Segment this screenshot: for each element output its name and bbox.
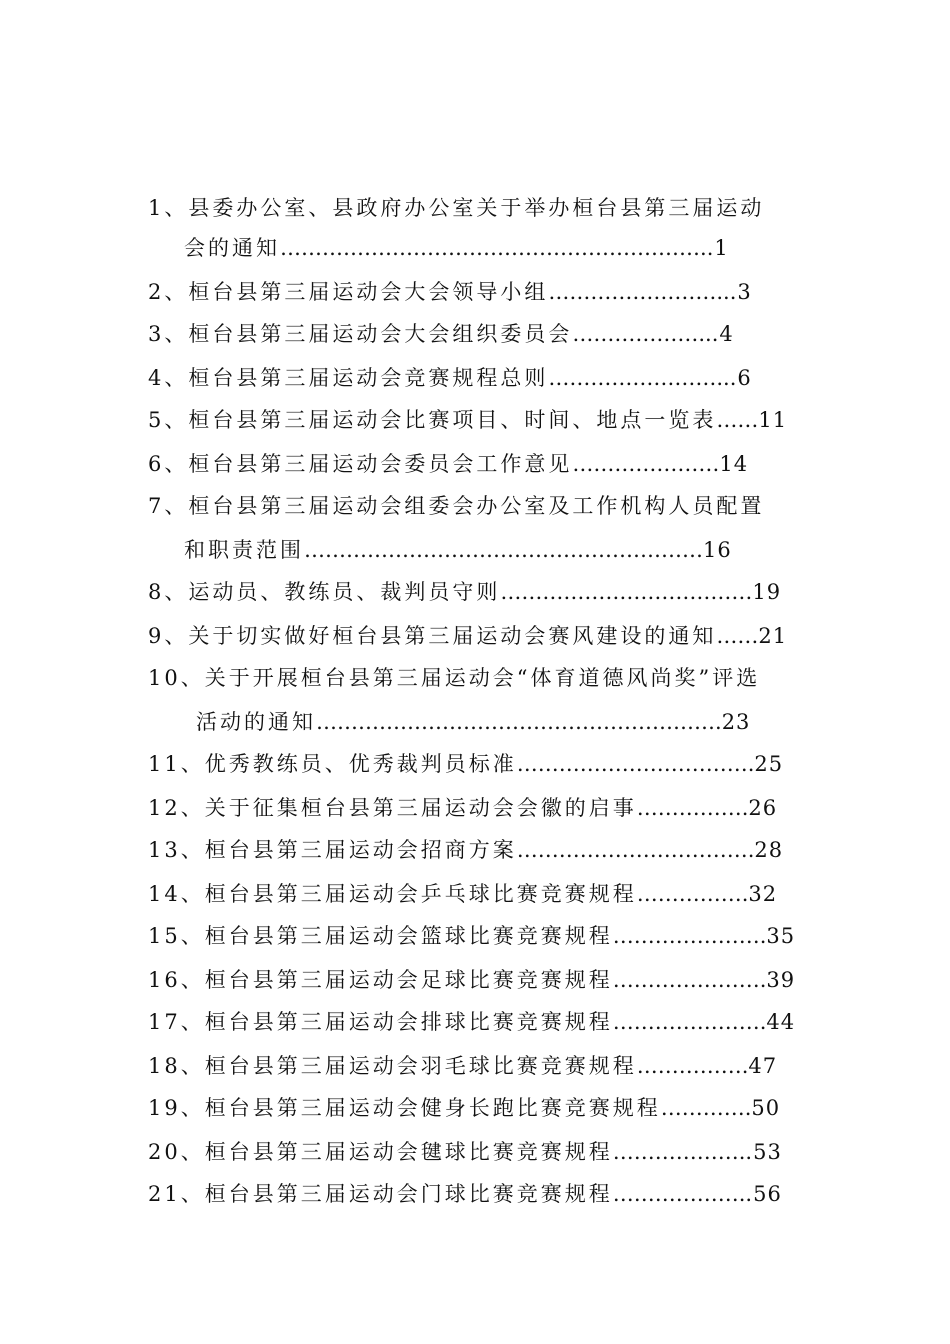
toc-page-number: 23 (721, 710, 751, 734)
toc-page-number: 14 (719, 452, 749, 476)
toc-page-number: .1 (706, 236, 729, 260)
toc-leader-dots: ……………. (636, 882, 749, 906)
toc-entry-number: 15、 (148, 924, 205, 948)
toc-leader-dots: …………………. (612, 1010, 767, 1034)
toc-leader-dots: ……………………………… (500, 580, 753, 604)
toc-leader-dots: ………………… (572, 452, 720, 476)
toc-entry-number: 5、 (148, 408, 189, 432)
toc-leader-dots: …………………………………………………. (316, 710, 722, 734)
toc-entry-title: 桓台县第三届运动会毽球比赛竞赛规程 (204, 1140, 613, 1164)
toc-entry-number: 2、 (148, 280, 189, 304)
toc-entry-title: 桓台县第三届运动会乒乓球比赛竞赛规程 (204, 882, 637, 906)
toc-leader-dots: …………………….. (548, 280, 730, 304)
toc-entry-number: 7、 (148, 494, 189, 518)
toc-entry-number: 11、 (148, 752, 205, 776)
toc-entry-title: 关于切实做好桓台县第三届运动会赛风建设的通知 (188, 624, 717, 648)
toc-page-number: 47 (748, 1054, 778, 1078)
toc-entry-title: 桓台县第三届运动会比赛项目、时间、地点一览表 (188, 408, 717, 432)
toc-entry-14[interactable] (148, 874, 777, 914)
toc-page-number: 11 (758, 408, 788, 432)
toc-page-number: .3 (729, 280, 752, 304)
toc-page-number: 44 (766, 1010, 796, 1034)
toc-entry-7-line2[interactable] (184, 530, 732, 570)
toc-entry-8[interactable] (148, 572, 781, 612)
toc-leader-dots: …………………….. (548, 366, 730, 390)
toc-leader-dots: ………………. (612, 1182, 746, 1206)
toc-entry-number: 14、 (148, 882, 205, 906)
toc-entry-title: 县委办公室、县政府办公室关于举办桓台县第三届运动 (188, 196, 765, 220)
toc-entry-5[interactable] (148, 400, 787, 440)
toc-page-number: .4 (711, 322, 734, 346)
toc-page-number: 35 (766, 924, 796, 948)
toc-entry-title: 桓台县第三届运动会大会领导小组 (188, 280, 549, 304)
toc-entry-number: 9、 (148, 624, 189, 648)
toc-page-number: 50 (751, 1096, 781, 1120)
toc-entry-18[interactable] (148, 1046, 777, 1086)
toc-leader-dots: ……………. (636, 796, 749, 820)
toc-page-number: 26 (748, 796, 778, 820)
toc-entry-number: 20、 (148, 1140, 205, 1164)
toc-entry-title: 关于征集桓台县第三届运动会会徽的启事 (204, 796, 637, 820)
toc-entry-title: 桓台县第三届运动会组委会办公室及工作机构人员配置 (188, 494, 765, 518)
toc-entry-number: 6、 (148, 452, 189, 476)
toc-entry-1-line2[interactable] (184, 228, 729, 268)
toc-page-number: .53 (745, 1140, 782, 1164)
toc-page-number: .56 (745, 1182, 782, 1206)
toc-entry-13[interactable] (148, 830, 783, 870)
toc-entry-title: 会的通知 (184, 236, 280, 260)
toc-entry-4[interactable] (148, 358, 752, 398)
toc-entry-number: 18、 (148, 1054, 205, 1078)
toc-entry-number: 3、 (148, 322, 189, 346)
toc-page-number: 21 (758, 624, 788, 648)
toc-page-number: .6 (729, 366, 752, 390)
toc-entry-number: 13、 (148, 838, 205, 862)
toc-entry-20[interactable] (148, 1132, 782, 1172)
toc-entry-12[interactable] (148, 788, 777, 828)
toc-entry-number: 4、 (148, 366, 189, 390)
toc-entry-number: 16、 (148, 968, 205, 992)
toc-leader-dots: ……………………………. (516, 752, 755, 776)
toc-entry-10-line1 (148, 658, 760, 698)
toc-page-number: 32 (748, 882, 778, 906)
toc-entry-number: 8、 (148, 580, 189, 604)
toc-entry-title: 桓台县第三届运动会足球比赛竞赛规程 (204, 968, 613, 992)
toc-entry-16[interactable] (148, 960, 795, 1000)
toc-entry-21[interactable] (148, 1174, 782, 1214)
toc-leader-dots: …… (716, 624, 759, 648)
toc-entry-7-line1 (148, 486, 764, 526)
toc-entry-number: 21、 (148, 1182, 205, 1206)
toc-leader-dots: …………………. (612, 968, 767, 992)
toc-entry-11[interactable] (148, 744, 783, 784)
toc-entry-title: 桓台县第三届运动会委员会工作意见 (188, 452, 573, 476)
toc-entry-title: 桓台县第三届运动会羽毛球比赛竞赛规程 (204, 1054, 637, 1078)
toc-entry-number: 12、 (148, 796, 205, 820)
toc-entry-title: 桓台县第三届运动会门球比赛竞赛规程 (204, 1182, 613, 1206)
toc-entry-17[interactable] (148, 1002, 795, 1042)
toc-entry-1-line1 (148, 188, 764, 228)
toc-entry-title: 桓台县第三届运动会招商方案 (204, 838, 517, 862)
toc-page-number: 25 (754, 752, 784, 776)
toc-entry-number: 17、 (148, 1010, 205, 1034)
toc-leader-dots: ………………. (612, 1140, 746, 1164)
toc-entry-number: 19、 (148, 1096, 205, 1120)
toc-entry-title: 桓台县第三届运动会健身长跑比赛竞赛规程 (204, 1096, 661, 1120)
toc-page-number: 28 (754, 838, 784, 862)
toc-entry-10-line2[interactable] (196, 702, 750, 742)
toc-entry-6[interactable] (148, 444, 748, 484)
toc-entry-title: 运动员、教练员、裁判员守则 (188, 580, 501, 604)
toc-entry-19[interactable] (148, 1088, 780, 1128)
toc-leader-dots: …… (716, 408, 759, 432)
toc-entry-2[interactable] (148, 272, 752, 312)
toc-entry-title: 桓台县第三届运动会篮球比赛竞赛规程 (204, 924, 613, 948)
toc-leader-dots: ………………………………………………… (304, 538, 703, 562)
toc-entry-number: 1、 (148, 196, 189, 220)
toc-entry-number: 10、 (148, 666, 205, 690)
toc-leader-dots: ……………………………………………………. (280, 236, 707, 260)
toc-entry-9[interactable] (148, 616, 787, 656)
toc-entry-title: 桓台县第三届运动会竞赛规程总则 (188, 366, 549, 390)
toc-entry-3[interactable] (148, 314, 734, 354)
toc-entry-title: 活动的通知 (196, 710, 316, 734)
toc-page-number: 19 (752, 580, 782, 604)
toc-entry-title: 桓台县第三届运动会排球比赛竞赛规程 (204, 1010, 613, 1034)
toc-leader-dots: ……………………………. (516, 838, 755, 862)
toc-leader-dots: …………. (660, 1096, 752, 1120)
toc-entry-title: 关于开展桓台县第三届运动会“体育道德风尚奖”评选 (204, 666, 761, 690)
toc-page-number: 39 (766, 968, 796, 992)
toc-leader-dots: ……………….. (572, 322, 712, 346)
toc-leader-dots: ……………. (636, 1054, 749, 1078)
toc-entry-title: 桓台县第三届运动会大会组织委员会 (188, 322, 573, 346)
toc-entry-title: 优秀教练员、优秀裁判员标准 (204, 752, 517, 776)
toc-page-number: 16 (703, 538, 732, 562)
toc-entry-15[interactable] (148, 916, 795, 956)
toc-entry-title: 和职责范围 (184, 538, 304, 562)
toc-leader-dots: …………………. (612, 924, 767, 948)
